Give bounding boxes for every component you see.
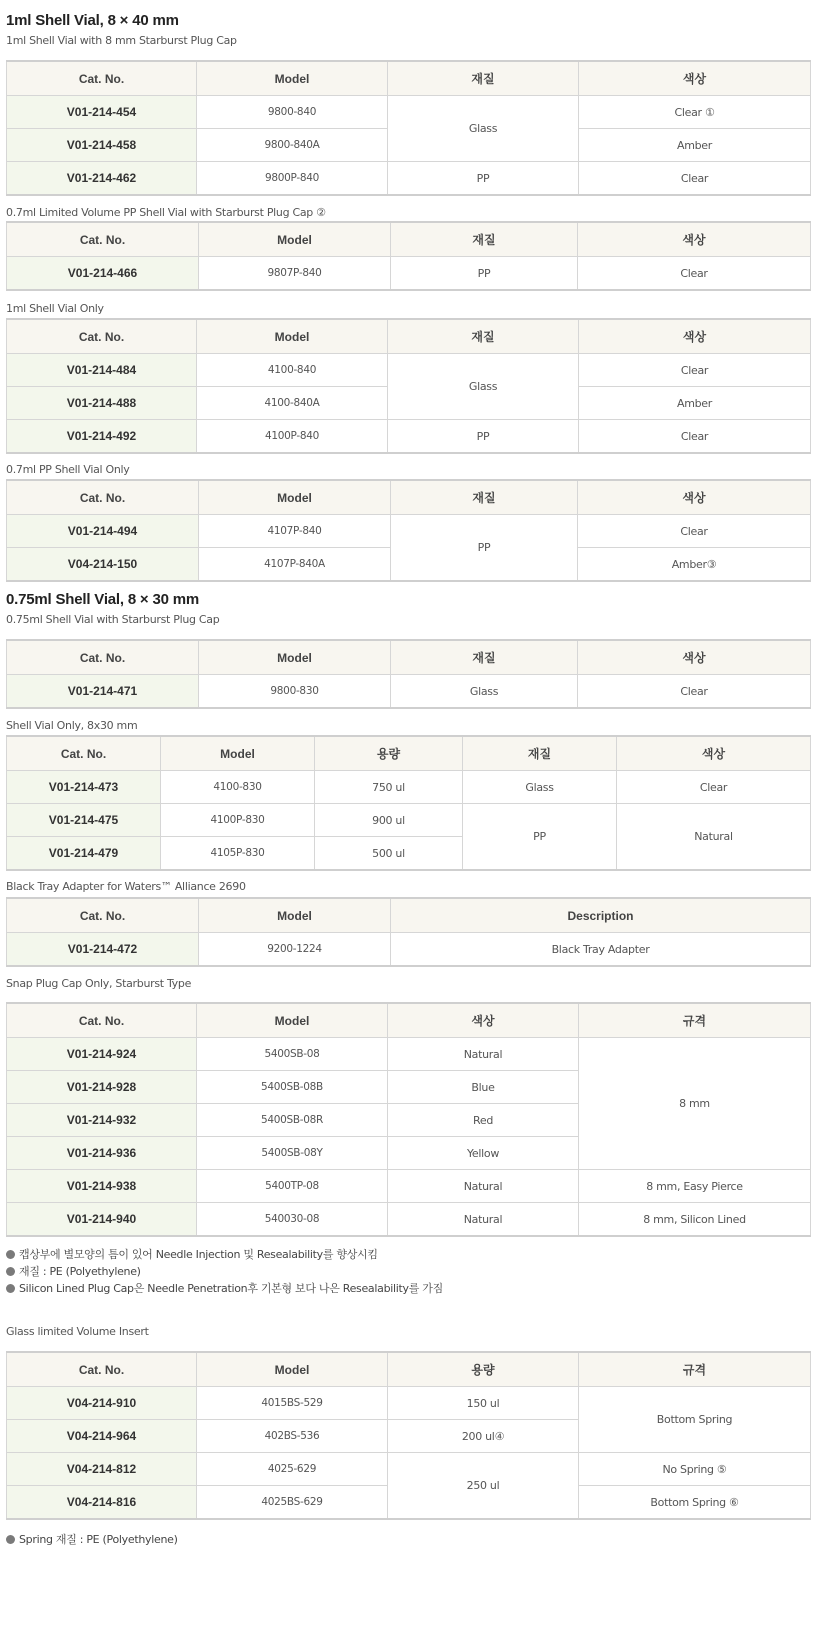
cat-no: V01-214-472 (7, 933, 199, 967)
note-text: 캡상부에 별모양의 틈이 있어 Needle Injection 및 Resealability를 향상시킴 (19, 1248, 378, 1261)
note-item (6, 1263, 443, 1280)
table-header-row (7, 1003, 811, 1038)
table-row (7, 257, 811, 291)
table-row (7, 804, 811, 837)
header-cat-no: Cat. No. (7, 640, 199, 675)
table-row (7, 420, 811, 454)
material: Glass (388, 354, 579, 420)
header-volume: 용량 (315, 736, 463, 771)
table-header-row (7, 640, 811, 675)
cat-no: V04-214-964 (7, 1420, 197, 1453)
table-snap-plug-cap (6, 1002, 810, 1237)
header-color: 색상 (578, 640, 811, 675)
model: 4100-840 (197, 354, 388, 387)
header-color: 색상 (578, 480, 811, 515)
color: Amber (579, 129, 811, 162)
color: Clear (579, 354, 811, 387)
note-text: 재질 : PE (Polyethylene) (19, 1265, 141, 1278)
cat-no: V01-214-494 (7, 515, 199, 548)
header-cat-no: Cat. No. (7, 61, 197, 96)
model: 4100P-840 (197, 420, 388, 454)
header-color: 색상 (579, 319, 811, 354)
section-subtitle: Shell Vial Only, 8x30 mm (6, 719, 138, 732)
volume: 200 ul④ (388, 1420, 579, 1453)
color: Natural (388, 1170, 579, 1203)
color: Natural (388, 1038, 579, 1071)
cat-no: V01-214-492 (7, 420, 197, 454)
header-color: 색상 (578, 222, 811, 257)
note-item (6, 1531, 178, 1548)
table-075ml-shell-vial (6, 639, 810, 709)
section-subtitle: Glass limited Volume Insert (6, 1325, 149, 1338)
model: 402BS-536 (197, 1420, 388, 1453)
bullet-icon (6, 1284, 15, 1293)
bullet-icon (6, 1267, 15, 1276)
table-row (7, 96, 811, 129)
cat-no: V01-214-940 (7, 1203, 197, 1237)
spec: Bottom Spring ⑥ (579, 1486, 811, 1520)
table-shell-vial-8x30 (6, 735, 810, 871)
model: 5400SB-08R (197, 1104, 388, 1137)
header-model: Model (199, 480, 391, 515)
color: Clear (617, 771, 811, 804)
section-title-075ml: 0.75ml Shell Vial, 8 × 30 mm (6, 591, 199, 608)
section-subtitle: 0.75ml Shell Vial with Starburst Plug Cap (6, 613, 220, 626)
table-pp-shell-vial-only (6, 479, 810, 582)
model: 5400SB-08Y (197, 1137, 388, 1170)
material: PP (391, 515, 578, 582)
model: 9800-830 (199, 675, 391, 709)
spec: No Spring ⑤ (579, 1453, 811, 1486)
spec: 8 mm (579, 1038, 811, 1170)
header-material: 재질 (388, 61, 579, 96)
volume: 500 ul (315, 837, 463, 871)
model: 4105P-830 (161, 837, 315, 871)
material: PP (388, 162, 579, 196)
model: 4100P-830 (161, 804, 315, 837)
table-header-row (7, 898, 811, 933)
material: PP (391, 257, 578, 291)
cat-no: V01-214-924 (7, 1038, 197, 1071)
header-model: Model (197, 1352, 388, 1387)
cat-no: V04-214-910 (7, 1387, 197, 1420)
cat-no: V01-214-936 (7, 1137, 197, 1170)
model: 9807P-840 (199, 257, 391, 291)
cat-no: V04-214-150 (7, 548, 199, 582)
model: 540030-08 (197, 1203, 388, 1237)
color: Clear (579, 162, 811, 196)
color: Clear (578, 257, 811, 291)
table-header-row (7, 736, 811, 771)
section-subtitle: 1ml Shell Vial Only (6, 302, 104, 315)
note-item (6, 1280, 443, 1297)
header-material: 재질 (388, 319, 579, 354)
cat-no: V01-214-938 (7, 1170, 197, 1203)
description: Black Tray Adapter (391, 933, 811, 967)
table-row (7, 1170, 811, 1203)
table-row (7, 515, 811, 548)
header-material: 재질 (391, 640, 578, 675)
header-color: 색상 (388, 1003, 579, 1038)
volume: 250 ul (388, 1453, 579, 1520)
material: PP (463, 804, 617, 871)
cat-no: V01-214-462 (7, 162, 197, 196)
section-subtitle: Black Tray Adapter for Waters™ Alliance 2690 (6, 880, 246, 893)
header-spec: 규격 (579, 1352, 811, 1387)
table-row (7, 1203, 811, 1237)
table-row (7, 1453, 811, 1486)
table-row (7, 771, 811, 804)
model: 4015BS-529 (197, 1387, 388, 1420)
cat-no: V01-214-928 (7, 1071, 197, 1104)
header-model: Model (199, 640, 391, 675)
color: Blue (388, 1071, 579, 1104)
header-material: 재질 (391, 480, 578, 515)
model: 4107P-840 (199, 515, 391, 548)
color: Clear (579, 420, 811, 454)
table-header-row (7, 61, 811, 96)
model: 4100-840A (197, 387, 388, 420)
header-model: Model (161, 736, 315, 771)
color: Natural (617, 804, 811, 871)
table-header-row (7, 480, 811, 515)
table-black-tray-adapter (6, 897, 810, 967)
table-header-row (7, 1352, 811, 1387)
cat-no: V01-214-458 (7, 129, 197, 162)
table-header-row (7, 319, 811, 354)
cat-no: V01-214-475 (7, 804, 161, 837)
header-spec: 규격 (579, 1003, 811, 1038)
header-model: Model (197, 61, 388, 96)
header-cat-no: Cat. No. (7, 736, 161, 771)
header-cat-no: Cat. No. (7, 319, 197, 354)
model: 4025-629 (197, 1453, 388, 1486)
header-model: Model (197, 319, 388, 354)
table-row (7, 675, 811, 709)
spec: 8 mm, Silicon Lined (579, 1203, 811, 1237)
header-model: Model (199, 222, 391, 257)
bullet-icon (6, 1250, 15, 1259)
cat-no: V01-214-471 (7, 675, 199, 709)
model: 4100-830 (161, 771, 315, 804)
cat-no: V04-214-812 (7, 1453, 197, 1486)
spec: Bottom Spring (579, 1387, 811, 1453)
volume: 750 ul (315, 771, 463, 804)
color: Clear (578, 675, 811, 709)
cat-no: V01-214-479 (7, 837, 161, 871)
header-cat-no: Cat. No. (7, 1003, 197, 1038)
model: 9800P-840 (197, 162, 388, 196)
table-limited-volume-pp (6, 221, 810, 291)
model: 4025BS-629 (197, 1486, 388, 1520)
header-color: 색상 (617, 736, 811, 771)
model: 9800-840A (197, 129, 388, 162)
header-color: 색상 (579, 61, 811, 96)
section-subtitle: 0.7ml Limited Volume PP Shell Vial with Starburst Plug Cap ② (6, 206, 326, 219)
header-material: 재질 (463, 736, 617, 771)
color: Natural (388, 1203, 579, 1237)
color: Clear (578, 515, 811, 548)
model: 5400TP-08 (197, 1170, 388, 1203)
notes-insert (6, 1531, 178, 1548)
header-material: 재질 (391, 222, 578, 257)
header-description: Description (391, 898, 811, 933)
cat-no: V01-214-466 (7, 257, 199, 291)
notes-snap-plug-cap (6, 1246, 443, 1297)
color: Yellow (388, 1137, 579, 1170)
bullet-icon (6, 1535, 15, 1544)
table-row (7, 1038, 811, 1071)
cat-no: V01-214-454 (7, 96, 197, 129)
section-subtitle: Snap Plug Cap Only, Starburst Type (6, 977, 192, 990)
color: Red (388, 1104, 579, 1137)
header-cat-no: Cat. No. (7, 1352, 197, 1387)
table-1ml-shell-vial (6, 60, 810, 196)
note-text: Spring 재질 : PE (Polyethylene) (19, 1533, 178, 1546)
section-subtitle: 0.7ml PP Shell Vial Only (6, 463, 130, 476)
material: Glass (388, 96, 579, 162)
material: PP (388, 420, 579, 454)
header-cat-no: Cat. No. (7, 898, 199, 933)
table-row (7, 933, 811, 967)
cat-no: V01-214-473 (7, 771, 161, 804)
header-cat-no: Cat. No. (7, 222, 199, 257)
header-cat-no: Cat. No. (7, 480, 199, 515)
model: 4107P-840A (199, 548, 391, 582)
model: 9200-1224 (199, 933, 391, 967)
section-subtitle: 1ml Shell Vial with 8 mm Starburst Plug Cap (6, 34, 237, 47)
cat-no: V01-214-484 (7, 354, 197, 387)
model: 5400SB-08B (197, 1071, 388, 1104)
table-header-row (7, 222, 811, 257)
section-title-1ml: 1ml Shell Vial, 8 × 40 mm (6, 12, 179, 29)
volume: 900 ul (315, 804, 463, 837)
note-text: Silicon Lined Plug Cap은 Needle Penetration후 기본형 보다 나은 Resealability를 가짐 (19, 1282, 443, 1295)
model: 5400SB-08 (197, 1038, 388, 1071)
header-model: Model (197, 1003, 388, 1038)
header-model: Model (199, 898, 391, 933)
table-1ml-shell-vial-only (6, 318, 810, 454)
material: Glass (391, 675, 578, 709)
table-glass-insert (6, 1351, 810, 1520)
table-row (7, 1387, 811, 1420)
material: Glass (463, 771, 617, 804)
cat-no: V04-214-816 (7, 1486, 197, 1520)
color: Amber③ (578, 548, 811, 582)
cat-no: V01-214-932 (7, 1104, 197, 1137)
volume: 150 ul (388, 1387, 579, 1420)
header-volume: 용량 (388, 1352, 579, 1387)
table-row (7, 162, 811, 196)
note-item (6, 1246, 443, 1263)
table-row (7, 354, 811, 387)
color: Clear ① (579, 96, 811, 129)
color: Amber (579, 387, 811, 420)
spec: 8 mm, Easy Pierce (579, 1170, 811, 1203)
cat-no: V01-214-488 (7, 387, 197, 420)
model: 9800-840 (197, 96, 388, 129)
